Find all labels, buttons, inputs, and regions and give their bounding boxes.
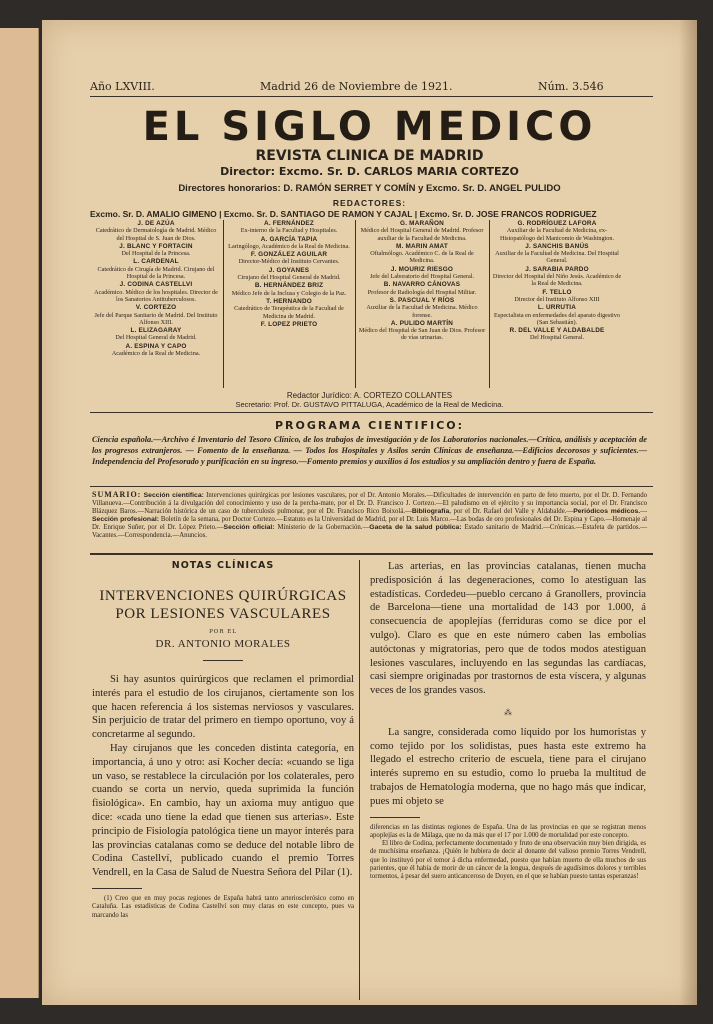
editors-column-3 <box>358 220 486 343</box>
volume-year: Año LXVIII. <box>90 80 155 93</box>
section-stars: ⁂ <box>504 707 512 717</box>
newspaper-title: EL SIGLO MEDICO <box>142 104 597 150</box>
article-title: INTERVENCIONES QUIRÚRGICAS POR LESIONES VASCULARES <box>99 588 347 622</box>
editor-entry: F. GONZÁLEZ AGUILAR Director-Médico del Instituto Cervantes. <box>238 251 340 266</box>
page-edge-shadow <box>679 20 697 1005</box>
article-body-left <box>92 673 354 880</box>
sumario: SUMARIO: Sección científica: Intervenciones quirúrgicas por lesiones vasculares, por el Dr. Antonio Morales.—Dificultades de intervención en parto de feto muerto, por el Dr. D. Fernando Villanueva.—Contribución á la divulgación del conocimiento y uso de la percha-mate, por el Dr. D. Francisco J. Cortezo.—El paludismo en el ejército y su importancia social, por el Dr. Francisco Blázquez Baros.—Narración histórica de un caso de tuberculosis pulmonar, por el Dr. Francisco Rico Boixolá.—Bibliografía, por el Dr. Rafael del Valle y Aldabalde.—Periódicos médicos.—Sección profesional: Boletín de la semana, por Doctor Cortezo.—Estatuto es la Universidad de Madrid, por el Dr. Luis Marco.—Las bodas de oro profesionales del Dr. Espina y Capo.—Homenaje al Dr. Enrique Suñer, por el Dr. López Prieto.—Sección oficial: Ministerio de la Gobernación.—Gaceta de la salud pública: Estado sanitario de Madrid.—Crónicas.—Estafeta de partidos.—Vacantes.—Correspondencia.—Anuncios. <box>92 490 648 539</box>
section-heading: NOTAS CLÍNICAS <box>171 560 275 571</box>
editor-entry: A. ESPINA Y CAPO Académico de la Real de Medicina. <box>111 342 201 358</box>
editor-entry: J. CODINA CASTELLVI Académico. Médico de los hospitales. Director de los Sanatorios Antituberculosos. <box>94 281 218 303</box>
editor-entry: G. RODRÍGUEZ LAFORA Auxiliar de la Facultad de Medicina, ex-Histopatólogo del Manicomio de Washington. <box>499 220 614 242</box>
editor-entry: J. BLANC Y FORTACIN Del Hospital de la Princesa. <box>119 242 193 258</box>
article-right-column <box>370 560 646 882</box>
editor-entry: J. SANCHIS BANÚS Auxiliar de la Facultad de Medicina. Del Hospital General. <box>495 242 619 265</box>
sumario-label: SUMARIO: <box>92 490 142 499</box>
column-divider <box>355 220 356 388</box>
column-divider <box>223 220 224 388</box>
newspaper-subtitle: REVISTA CLINICA DE MADRID <box>255 148 484 164</box>
redactores-label: REDACTORES: <box>332 198 407 208</box>
editor-entry: T. HERNANDO Catedrático de Terapéutica de la Facultad de Medicina de Madrid. <box>234 297 344 320</box>
issue-number: Núm. 3.546 <box>538 80 604 93</box>
redactor-juridico: Redactor Jurídico: A. CORTEZO COLLANTES <box>286 391 453 400</box>
footnote-continued: diferencias en las distintas regiones de España. Una de las provincias en que se registran menos apoplejías es la de Málaga, que no da más que el 17 por 1.000 de mortalidad por este concepto. El libro de Codina, perfectamente documentado y fruto de una observación muy bien dirigida, es de muchísima enseñanza. ¡Quién le hubiera de decir al donante del valioso premio Torres Vendrell, que lo instituyó por el temor á dicha enfermedad, puesto que habían muerto de ella muchos de sus parientes, que él había de morir de un cáncer de la lengua, después de agudísimos dolores y terribles tormentos, á pesar del suero anticanceroso de Doyen, en el que se habían puesto tantas esperanzas! <box>370 823 646 881</box>
sumario-rule <box>90 553 653 555</box>
programa-rule <box>90 486 653 487</box>
paragraph: Si hay asuntos quirúrgicos que reclamen el primordial interés para el estudio de los cirujanos, ciertamente son los que hacen referencia á los sistemas nerviosos y vasculares. Sin perjuicio de tratar del primero en tiempo oportuno, voy á concretarme al segundo. <box>92 674 354 741</box>
paragraph: Las arterias, en las provincias catalanas, tienen mucha predisposición á las degeneraciones, como lo atestiguan las estadísticas. Cordedeu—pueblo cercano á Granollers, provincia de Barcelona—tiene una mortalidad de 143 por 1.000, á consecuencia de apoplejías (ferriduras como se dice por el vulgo). Claro es que en este número caben las embolias autóctonas y migratorias, pero que de todos modos atestiguan lesiones vasculares, incluyendo en las segundas las cardíacas, casi siempre originadas por trastornos de esta víscera, y algunas veces de los grandes vasos. <box>370 561 646 697</box>
programa-text: Ciencia española.—Archivo é Inventario del Tesoro Clínico, de los trabajos de investigación y de los Laboratorios nacionales.—Crítica, análisis y aceptación de los progresos extranjeros. — Fomento de la enseñanza. — Todos los Hospitales y Asilos serán Clínicas de enseñanza.—Edificios decorosos y suficientes.—Independencia del Profesorado y purificación en su ingreso.—Fomento premios y auxilios á los estudios y su ampliación dentro y fuera de España. <box>92 435 647 466</box>
editor-entry: V. CORTEZO Jefe del Parque Sanitario de Madrid. Del Instituto Alfonso XIII. <box>94 304 218 326</box>
masthead-bottom-rule <box>90 412 653 413</box>
editor-entry: J. GOYANES Cirujano del Hospital General de Madrid. <box>237 266 341 282</box>
editor-entry: A. PULIDO MARTÍN Médico del Hospital de San Juan de Dios. Profesor de vías urinarias. <box>358 319 486 342</box>
editor-entry: R. DEL VALLE Y ALDABALDE Del Hospital General. <box>509 327 605 342</box>
editor-entry: F. TELLO Director del Instituto Alfonso XIII <box>514 288 600 303</box>
title-rule <box>203 660 243 661</box>
editor-entry: F. LOPEZ PRIETO <box>260 320 318 328</box>
editor-entry: L. URRUTIA Especialista en enfermedades del aparato digestivo (San Sebastián). <box>494 304 620 326</box>
issue-date: Madrid 26 de Noviembre de 1921. <box>260 80 453 93</box>
editors-column-4 <box>492 220 622 343</box>
editor-entry: L. ELIZAGARAY Del Hospital General de Madrid. <box>115 327 197 342</box>
footnote: (1) Creo que en muy pocas regiones de España habrá tanto arteriosclerósico como en Cataluña. Las estadísticas de Codina Castellví son muy claras en este concepto, pues va marcando las <box>92 894 354 919</box>
editor-entry: J. SARABIA PARDO Director del Hospital del Niño Jesús. Académico de la Real de Medicina. <box>492 265 622 288</box>
editor-entry: B. NAVARRO CÁNOVAS Profesor de Radiología del Hospital Militar. <box>367 281 477 296</box>
editor-entry: G. MARAÑON Médico del Hospital General de Madrid. Profesor auxiliar de la Facultad de Medicina. <box>360 220 484 242</box>
programa-title: PROGRAMA CIENTIFICO: <box>274 419 465 432</box>
editor-entry: S. PASCUAL Y RÍOS Auxiliar de la Facultad de Medicina. Médico forense. <box>366 296 478 319</box>
column-divider <box>489 220 490 388</box>
senior-editors-row: Excmo. Sr. D. AMALIO GIMENO | Excmo. Sr. D. SANTIAGO DE RAMON Y CAJAL | Excmo. Sr. D. JOSE FRANCOS RODRIGUEZ <box>90 209 597 219</box>
senior-editor: Excmo. Sr. D. JOSE FRANCOS RODRIGUEZ <box>419 209 597 219</box>
editor-entry: A. GARCÍA TAPIA Laringólogo, Académico de la Real de Medicina. <box>228 235 350 250</box>
paragraph: La sangre, considerada como líquido por los humoristas y como tejido por los solidistas, pues hasta este extremo ha llegado el estrecho criterio de escuela, tiene para el cirujano interés supremo en su estudio, como lo prueba la multitud de trabajos de Hematología moderna, que no hago más que indicar, pues mi objeto se <box>370 726 646 807</box>
editor-entry: B. HERNÁNDEZ BRIZ Médico Jefe de la Inclusa y Colegio de la Paz. <box>231 282 347 297</box>
director-line: Director: Excmo. Sr. D. CARLOS MARIA CORTEZO <box>220 165 519 178</box>
editor-entry: A. FERNÁNDEZ Ex-interno de la Facultad y Hospitales. <box>240 220 338 235</box>
senior-editor: Excmo. Sr. D. SANTIAGO DE RAMON Y CAJAL <box>223 209 413 219</box>
editor-entry: M. MARIN AMAT Oftalmólogo. Académico C. de la Real de Medicina. <box>370 242 474 265</box>
paragraph: Hay cirujanos que les conceden distinta categoría, en importancia, á uno y otro: así Kocher decía: «cuando se liga un vaso, se restablece la circulación por los colaterales, pero cuando se corta un nervio, queda suprimida la función fisiológica». En cambio, hay un axioma muy antiguo que dice: «cada uno tiene la edad que tienen sus arterias». Este principio de Fisiología patológica tiene un mayor interés para las provincias catalanas como se deduce del notable libro de Codina Castellví, publicado cuando el premio Torres Vendrell, en la Casa de Salud de Nuestra Señora del Pilar (1). <box>92 742 354 879</box>
editor-entry: L. CARDENAL Catedrático de Cirugía de Madrid. Cirujano del Hospital de la Princesa. <box>97 258 215 281</box>
footnote-rule <box>370 817 420 818</box>
byline-por: POR EL <box>209 629 237 635</box>
article-body-right <box>370 560 646 809</box>
footnote-rule <box>92 888 142 889</box>
article-left-column <box>92 560 354 920</box>
editors-column-2 <box>226 220 352 328</box>
honorary-directors: Directores honorarios: D. RAMÓN SERRET Y COMÍN y Excmo. Sr. D. ANGEL PULIDO <box>178 183 561 194</box>
editor-entry: J. MOURIZ RIESGO Jefe del Laboratorio del Hospital General. <box>369 265 475 281</box>
newspaper-page <box>42 20 697 1005</box>
editors-column-1 <box>92 220 220 358</box>
masthead-rule <box>90 96 653 97</box>
article-author: DR. ANTONIO MORALES <box>155 638 291 650</box>
editor-entry: J. DE AZÚA Catedrático de Dermatología de Madrid. Médico del Hospital de S. Juan de Dios. <box>95 220 217 242</box>
senior-editor: Excmo. Sr. D. AMALIO GIMENO <box>90 209 217 219</box>
article-column-divider <box>359 560 360 1000</box>
secretario-line: Secretario: Prof. Dr. GUSTAVO PITTALUGA, Académico de la Real de Medicina. <box>235 400 504 409</box>
adjacent-page-edge <box>0 28 39 998</box>
